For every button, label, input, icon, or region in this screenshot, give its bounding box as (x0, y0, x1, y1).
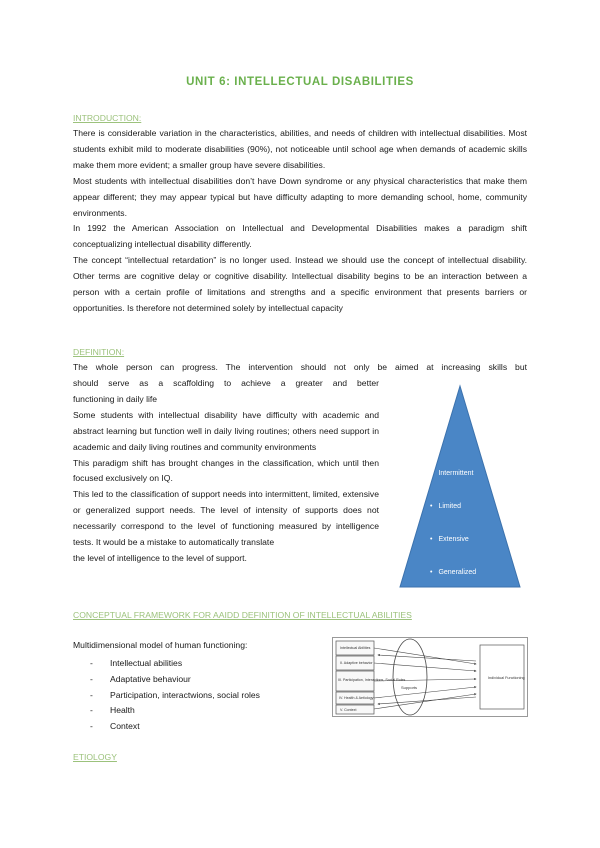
pyramid-bullet: • (430, 503, 433, 510)
list-item: - Health (90, 705, 135, 716)
definition-line: The whole person can progress. The intervention should not only be aimed at increasing skills but (73, 362, 527, 372)
framework-heading: CONCEPTUAL FRAMEWORK FOR AAIDD DEFINITION OF INTELLECTUAL ABILITIES (73, 610, 412, 620)
introduction-heading: INTRODUCTION: (73, 113, 142, 123)
definition-paragraph: This paradigm shift has brought changes in the classification, which until then focused exclusively on IQ. (73, 457, 379, 484)
support-pyramid (398, 384, 522, 589)
list-item: - Intellectual abilities (90, 658, 183, 668)
pyramid-bullet: • (430, 536, 433, 543)
framework-list (90, 656, 260, 735)
definition-paragraph: the level of intelligence to the level of support. (73, 552, 247, 563)
pyramid-level-extensive: Extensive (438, 536, 469, 543)
individual-functioning-label: Individual Functioning (488, 676, 525, 680)
pyramid-level-intermittent: Intermittent (438, 470, 474, 477)
definition-body (73, 376, 379, 567)
list-item: - Context (90, 721, 140, 732)
intro-paragraph: The concept “intellectual retardation” is no longer used. Instead we should use the concept of intellectual disability. Other terms are cognitive delay or cognitive disability. Intellectual disability begins to be an interaction between a person with a certain profile of limitations and strengths and a specific environment that presents barriers or opportunities. Is therefore not determined solely by intellectual capacity (73, 255, 527, 313)
definition-paragraph: functioning in daily life (73, 393, 158, 404)
framework-diagram (332, 637, 528, 717)
introduction-body (73, 126, 527, 317)
etiology-heading: ETIOLOGY (73, 752, 117, 762)
diagram-box-label: IV. Health & Aetiology (339, 696, 374, 700)
definition-line: should serve as a scaffolding to achieve a greater and better (73, 378, 379, 388)
framework-intro: Multidimensional model of human functioning: (73, 640, 248, 650)
diagram-box-label: II. Adaptive behavior (340, 661, 373, 665)
pyramid-bullet: • (430, 569, 433, 576)
diagram-box-label: III. Participation, Interactions, Social Roles (338, 678, 406, 682)
definition-heading: DEFINITION: (73, 347, 125, 357)
definition-first-line (73, 360, 527, 376)
page-title: UNIT 6: INTELLECTUAL DISABILITIES (186, 76, 414, 88)
definition-paragraph: This led to the classification of support needs into intermittent, limited, extensive or generalized support needs. The level of intensity of supports does not necessarily correspond to the level of functioning measured by intelligence tests. It would be a mistake to automatically translate (73, 489, 379, 548)
intro-paragraph: There is considerable variation in the characteristics, abilities, and needs of children with intellectual disabilities. Most students exhibit mild to moderate disabilities (90%), not noticeable until school age when demands of academic skills make them more evident; a smaller group have severe disabilities. (73, 128, 527, 170)
pyramid-shape (400, 386, 520, 587)
supports-label: Supports (401, 685, 418, 690)
intro-paragraph: Most students with intellectual disabilities don’t have Down syndrome or any physical characteristics that make them appear different; they may appear typical but have difficulty adapting to more demanding school, home, community environments. (73, 175, 527, 218)
intro-paragraph: In 1992 the American Association on Intellectual and Developmental Disabilities makes a paradigm shift conceptualizing intellectual disability differently. (73, 223, 527, 250)
diagram-box-label: Intellectual Abilities (340, 646, 371, 650)
diagram-box-label: V. Context (340, 708, 357, 712)
pyramid-level-limited: Limited (438, 503, 462, 510)
pyramid-bullet: • (430, 470, 433, 477)
list-item: - Participation, interactwions, social roles (90, 689, 260, 700)
pyramid-level-generalized: Generalized (438, 569, 477, 576)
definition-paragraph: Some students with intellectual disability have difficulty with academic and abstract learning but function well in daily living routines; others need support in academic and daily living routines and community environments (73, 409, 379, 452)
list-item: - Adaptative behaviour (90, 673, 191, 684)
